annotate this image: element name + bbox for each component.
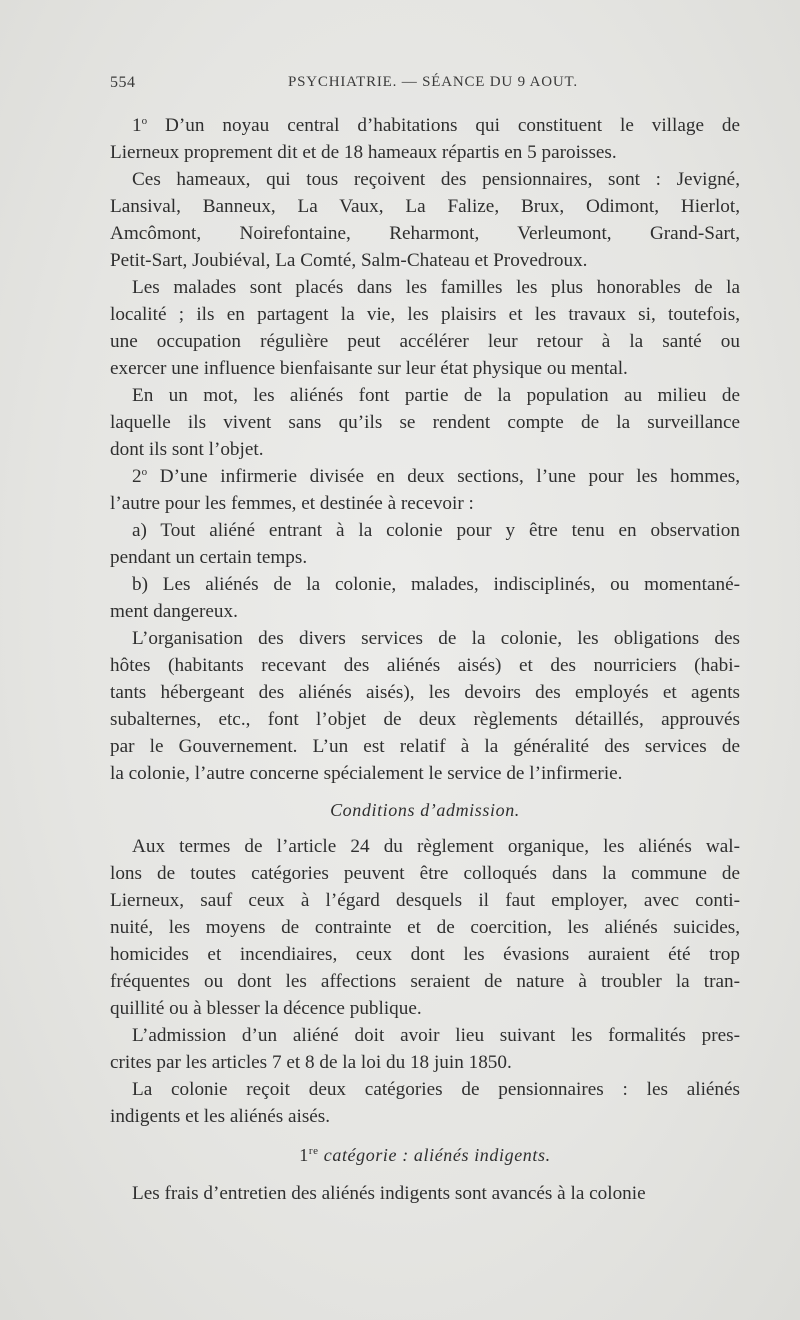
paragraph-article-24 — [110, 833, 740, 1022]
text-line: localité ; ils en partagent la vie, les plaisirs et les travaux si, toutefois, — [110, 304, 740, 325]
body-text — [110, 112, 740, 1207]
text-line: laquelle ils vivent sans qu’ils se rendent compte de la surveillance — [110, 412, 740, 433]
section-heading-first-category — [110, 1130, 740, 1180]
item-marker-second: 2$^o$ — [132, 466, 148, 487]
paragraph-infirmary — [110, 463, 740, 517]
paragraph-categories — [110, 1076, 740, 1130]
paragraph-village — [110, 112, 740, 166]
running-title: PSYCHIATRIE. — SÉANCE DU 9 AOUT. — [288, 74, 578, 90]
text-line: a) Tout aliéné entrant à la colonie pour y être tenu en observation — [132, 520, 740, 541]
page-number: 554 — [110, 74, 136, 91]
text-line: Aux termes de l’article 24 du règlement organique, les aliénés wal- — [132, 836, 740, 857]
section-heading-conditions: Conditions d’admission. — [330, 800, 520, 820]
text-line: Lierneux proprement dit et de 18 hameaux répartis en 5 paroisses. — [110, 142, 617, 163]
text-line: dont ils sont l’objet. — [110, 439, 264, 460]
running-header — [110, 74, 740, 98]
text-line: La colonie reçoit deux catégories de pensionnaires : les aliénés — [132, 1079, 740, 1100]
text-line: quillité ou à blesser la décence publique. — [110, 998, 422, 1019]
paragraph-hamlets — [110, 166, 740, 274]
text-line: subalternes, etc., font l’objet de deux règlements détaillés, approuvés — [110, 709, 740, 730]
paragraph-admission — [110, 1022, 740, 1076]
paragraph-costs — [110, 1180, 740, 1207]
paragraph-population — [110, 382, 740, 463]
text-line: l’autre pour les femmes, et destinée à recevoir : — [110, 493, 474, 514]
text-line: hôtes (habitants recevant des aliénés aisés) et des nourriciers (habi- — [110, 655, 740, 676]
text-line: b) Les aliénés de la colonie, malades, indisciplinés, ou momentané- — [132, 574, 740, 595]
text-line: homicides et incendiaires, ceux dont les évasions auraient été trop — [110, 944, 740, 965]
paragraph-item-b — [110, 571, 740, 625]
text-line: Amcômont, Noirefontaine, Reharmont, Verleumont, Grand-Sart, — [110, 223, 740, 244]
text-line: Les frais d’entretien des aliénés indigents sont avancés à la colonie — [132, 1183, 646, 1204]
paragraph-families — [110, 274, 740, 382]
text-line: une occupation régulière peut accélérer leur retour à la santé ou — [110, 331, 740, 352]
text-line: exercer une influence bienfaisante sur leur état physique ou mental. — [110, 358, 628, 379]
text-line: En un mot, les aliénés font partie de la population au milieu de — [132, 385, 740, 406]
text-line: Ces hameaux, qui tous reçoivent des pensionnaires, sont : Jevigné, — [132, 169, 740, 190]
item-marker-first: 1$^o$ — [132, 115, 148, 136]
text-line: la colonie, l’autre concerne spécialement le service de l’infirmerie. — [110, 763, 623, 784]
text-line: crites par les articles 7 et 8 de la loi du 18 juin 1850. — [110, 1052, 512, 1073]
text-line: indigents et les aliénés aisés. — [110, 1106, 331, 1127]
text-line: Les malades sont placés dans les familles les plus honorables de la — [132, 277, 740, 298]
text-line: lons de toutes catégories peuvent être colloqués dans la commune de — [110, 863, 740, 884]
text-line: ment dangereux. — [110, 601, 238, 622]
text-line: nuité, les moyens de contrainte et de coercition, les aliénés suicides, — [110, 917, 740, 938]
category-label: catégorie : aliénés indigents. — [323, 1145, 551, 1165]
text-line: Lierneux, sauf ceux à l’égard desquels il faut employer, avec conti- — [110, 890, 740, 911]
text-line: L’organisation des divers services de la colonie, les obligations des — [132, 628, 740, 649]
text-line: 1$^o$ D’un noyau central d’habitations qui constituent le village de — [132, 115, 741, 136]
text-line: tants hébergeant des aliénés aisés), les devoirs des employés et agents — [110, 682, 740, 703]
text-line: 2$^o$ D’une infirmerie divisée en deux sections, l’une pour les hommes, — [132, 466, 741, 487]
category-number: 1re — [299, 1145, 319, 1165]
text-line: par le Gouvernement. L’un est relatif à la généralité des services de — [110, 736, 740, 757]
text-line: Lansival, Banneux, La Vaux, La Falize, Brux, Odimont, Hierlot, — [110, 196, 740, 217]
text-line: fréquentes ou dont les affections seraient de nature à troubler la tran- — [110, 971, 740, 992]
text-line: Petit-Sart, Joubiéval, La Comté, Salm-Chateau et Provedroux. — [110, 250, 588, 271]
paragraph-organisation — [110, 625, 740, 787]
paragraph-item-a — [110, 517, 740, 571]
text-line: L’admission d’un aliéné doit avoir lieu suivant les formalités pres- — [132, 1025, 740, 1046]
text-line: pendant un certain temps. — [110, 547, 308, 568]
